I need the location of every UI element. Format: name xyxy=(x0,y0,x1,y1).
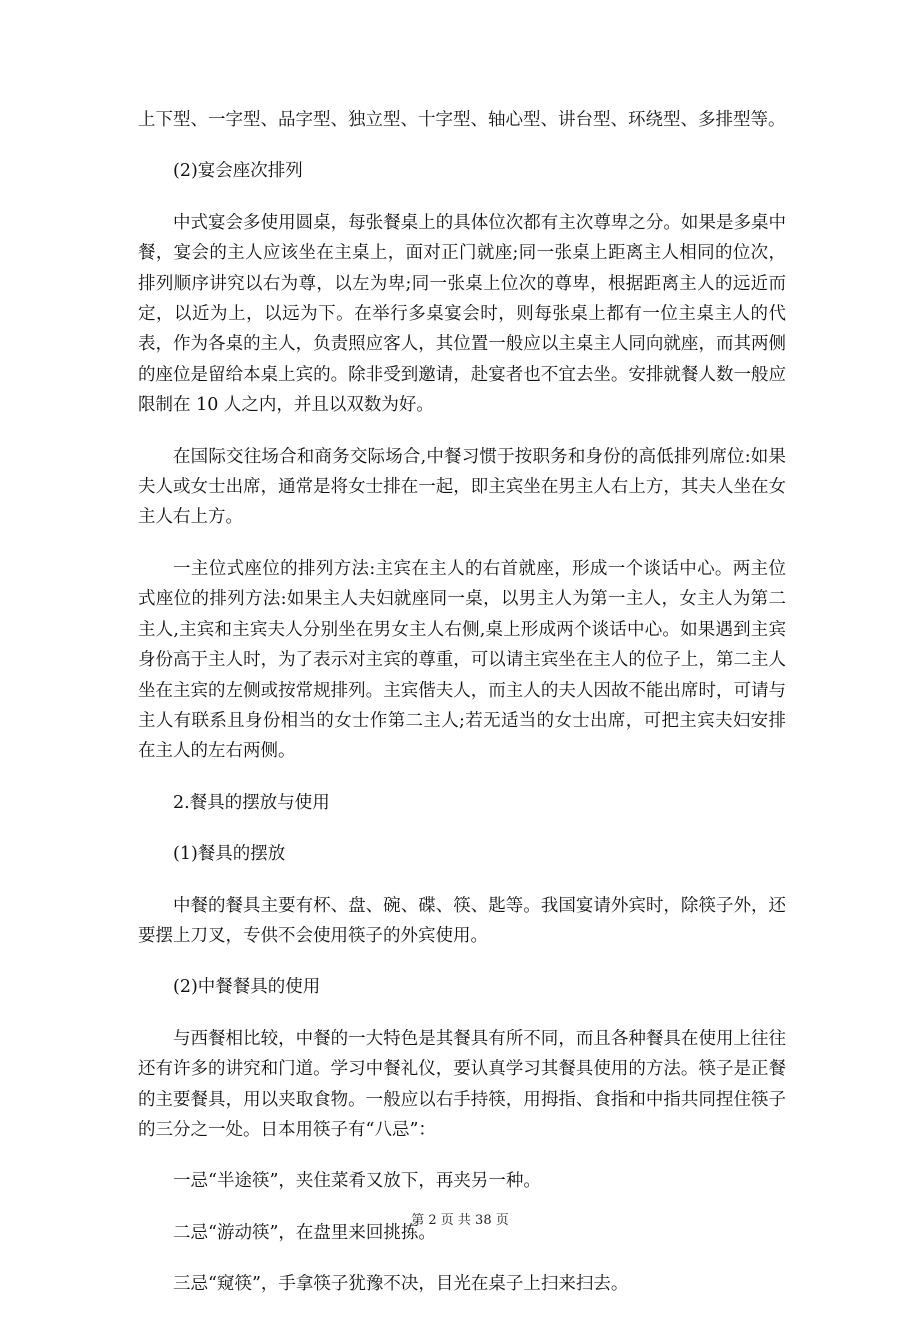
paragraph-seating-methods: 一主位式座位的排列方法:主宾在主人的右首就座，形成一个谈话中心。两主位式座位的排列方法:如果主人夫妇就座同一桌，以男主人为第一主人，女主人为第二主人,主宾和主宾夫人分别坐在男女主人右侧,桌上形成两个谈话中心。如果遇到主宾身份高于主人时，为了表示对主宾的尊重，可以请主宾坐在主人的位子上，第二主人坐在主宾的左侧或按常规排列。主宾偕夫人，而主人的夫人因故不能出席时，可请与主人有联系且身份相当的女士作第二主人;若无适当的女士出席，可把主宾夫妇安排在主人的左右两侧。 xyxy=(138,558,786,762)
paragraph-chopsticks: 与西餐相比较，中餐的一大特色是其餐具有所不同，而且各种餐具在使用上往往还有许多的讲究和门道。学习中餐礼仪，要认真学习其餐具使用的方法。筷子是正餐的主要餐具，用以夹取食物。一般应以右手持筷，用拇指、食指和中指共同捏住筷子的三分之一处。日本用筷子有“八忌”： xyxy=(138,1028,786,1140)
page-number: 第 2 页 共 38 页 xyxy=(411,1213,509,1228)
heading-tableware: 2.餐具的摆放与使用 xyxy=(173,792,330,813)
heading-tableware-use: (2)中餐餐具的使用 xyxy=(173,977,321,998)
list-item-taboo-2: 二忌“游动筷”，在盘里来回挑拣。 xyxy=(173,1222,436,1243)
paragraph-tableware-items: 中餐的餐具主要有杯、盘、碗、碟、筷、匙等。我国宴请外宾时，除筷子外，还要摆上刀叉，专供不会使用筷子的外宾使用。 xyxy=(138,895,786,946)
paragraph-continuation: 上下型、一字型、品字型、独立型、十字型、轴心型、讲台型、环绕型、多排型等。 xyxy=(138,110,786,130)
list-item-taboo-3: 三忌“窥筷”，手拿筷子犹豫不决，目光在桌子上扫来扫去。 xyxy=(173,1274,629,1295)
document-body xyxy=(138,105,786,1321)
list-item-taboo-1: 一忌“半途筷”，夹住菜肴又放下，再夹另一种。 xyxy=(173,1171,541,1192)
paragraph-chinese-banquet: 中式宴会多使用圆桌，每张餐桌上的具体位次都有主次尊卑之分。如果是多桌中餐，宴会的主人应该坐在主桌上，面对正门就座;同一张桌上距离主人相同的位次，排列顺序讲究以右为尊，以左为卑;同一张桌上位次的尊卑，根据距离主人的远近而定，以近为上，以远为下。在举行多桌宴会时，则每张桌上都有一位主桌主人的代表，作为各桌的主人，负责照应客人，其位置一般应以主桌主人同向就座，而其两侧的座位是留给本桌上宾的。除非受到邀请，赴宴者也不宜去坐。安排就餐人数一般应限制在 10 人之内，并且以双数为好。 xyxy=(138,212,786,416)
paragraph-international-occasions: 在国际交往场合和商务交际场合,中餐习惯于按职务和身份的高低排列席位:如果夫人或女士出席，通常是将女士排在一起，即主宾坐在男主人右上方，其夫人坐在女主人右上方。 xyxy=(138,446,786,528)
heading-tableware-placement: (1)餐具的摆放 xyxy=(173,844,286,865)
heading-banquet-seating: (2)宴会座次排列 xyxy=(173,161,303,182)
